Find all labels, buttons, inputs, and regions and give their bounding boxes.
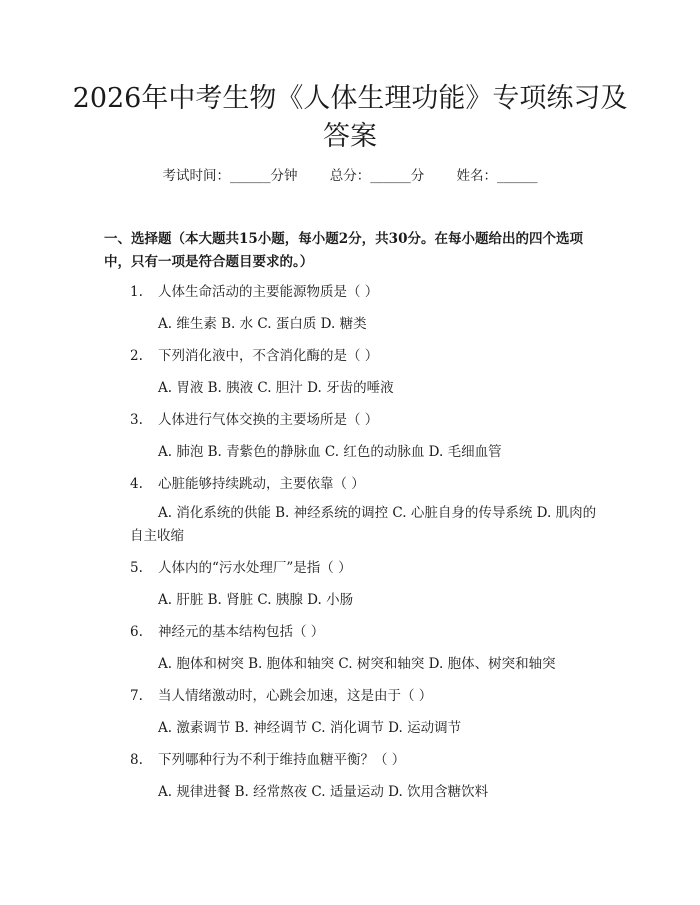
question-1 xyxy=(130,282,600,302)
question-5 xyxy=(130,558,600,578)
question-number: 7. xyxy=(130,688,143,704)
document-title: 2026年中考生物《人体生理功能》专项练习及答案 xyxy=(72,83,628,152)
question-5-options: A. 肝脏 B. 肾脏 C. 胰腺 D. 小肠 xyxy=(158,592,354,608)
question-text: 人体内的“污水处理厂”是指（ ） xyxy=(158,560,352,576)
question-text: 神经元的基本结构包括（ ） xyxy=(158,624,325,640)
question-6-options: A. 胞体和树突 B. 胞体和轴突 C. 树突和轴突 D. 胞体、树突和轴突 xyxy=(158,656,556,672)
question-text: 心脏能够持续跳动，主要依靠（ ） xyxy=(158,476,365,492)
student-name-field: 姓名：______ xyxy=(456,168,538,184)
question-4-options: A. 消化系统的供能 B. 神经系统的调控 C. 心脏自身的传导系统 D. 肌肉的自主收缩 xyxy=(130,505,597,544)
exam-info-line xyxy=(0,166,700,186)
question-number: 8. xyxy=(130,752,143,768)
question-text: 人体进行气体交换的主要场所是（ ） xyxy=(158,412,379,428)
question-text: 当人情绪激动时，心跳会加速，这是由于（ ） xyxy=(158,688,433,704)
question-6 xyxy=(130,622,600,642)
question-number: 3. xyxy=(130,412,143,428)
question-text: 下列哪种行为不利于维持血糖平衡？（ ） xyxy=(158,752,406,768)
question-8 xyxy=(130,750,600,770)
question-number: 1. xyxy=(130,284,143,300)
question-text: 下列消化液中，不含消化酶的是（ ） xyxy=(158,348,379,364)
question-number: 5. xyxy=(130,560,143,576)
question-1-options: A. 维生素 B. 水 C. 蛋白质 D. 糖类 xyxy=(158,316,367,332)
section-heading: 一、选择题（本大题共15小题，每小题2分，共30分。在每小题给出的四个选项中，只有一项是符合题目要求的。） xyxy=(104,231,583,270)
question-2-options: A. 胃液 B. 胰液 C. 胆汁 D. 牙齿的唾液 xyxy=(158,380,394,396)
total-score-field: 总分：______分 xyxy=(329,168,425,184)
question-7 xyxy=(130,686,600,706)
exam-time-field: 考试时间：______分钟 xyxy=(162,168,298,184)
question-text: 人体生命活动的主要能源物质是（ ） xyxy=(158,284,379,300)
question-number: 6. xyxy=(130,624,143,640)
question-8-options: A. 规律进餐 B. 经常熬夜 C. 适量运动 D. 饮用含糖饮料 xyxy=(158,784,489,800)
question-number: 2. xyxy=(130,348,143,364)
question-2 xyxy=(130,346,600,366)
question-4 xyxy=(130,474,600,494)
question-3-options: A. 肺泡 B. 青紫色的静脉血 C. 红色的动脉血 D. 毛细血管 xyxy=(158,444,502,460)
question-3 xyxy=(130,410,600,430)
question-7-options: A. 激素调节 B. 神经调节 C. 消化调节 D. 运动调节 xyxy=(158,720,462,736)
question-number: 4. xyxy=(130,476,143,492)
